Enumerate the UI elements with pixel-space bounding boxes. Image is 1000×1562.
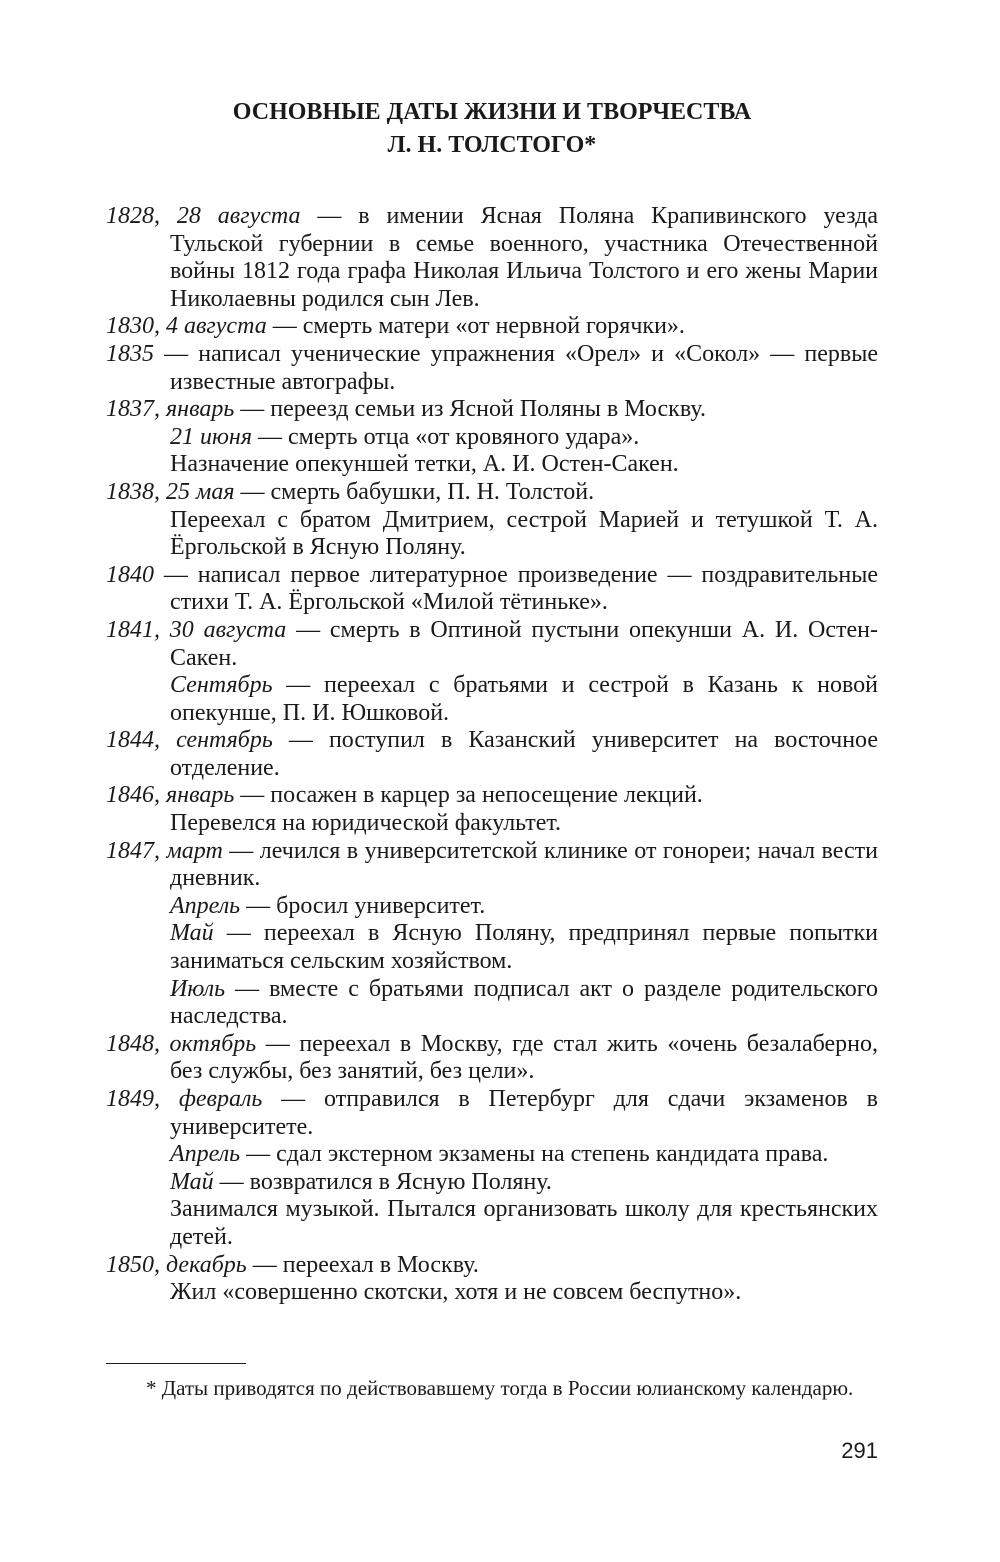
entry-date: Апрель <box>170 892 241 919</box>
entry-text: — переехал в Москву, где стал жить «очень безалаберно, без службы, без занятий, без цели». <box>170 1030 878 1085</box>
title-line-1: ОСНОВНЫЕ ДАТЫ ЖИЗНИ И ТВОРЧЕСТВА <box>232 99 752 125</box>
entry-date: 21 июня <box>170 423 252 450</box>
entry-text: Назначение опекуншей тетки, А. И. Остен-Сакен. <box>170 451 679 478</box>
entry-text: — переехал с братьями и сестрой в Казань к новой опекунше, П. И. Юшковой. <box>170 672 878 726</box>
entry-date: 1849, февраль <box>106 1086 263 1112</box>
chronology-subentry <box>106 507 878 562</box>
entry-text: Занимался музыкой. Пытался организовать школу для крестьянских детей. <box>170 1196 878 1250</box>
entry-text: — написал первое литературное произведение — поздравительные стихи Т. А. Ёргольской «Милой тётиньке». <box>154 561 878 616</box>
entry-date: 1844, сентябрь <box>106 727 273 754</box>
entry-text: — возвратился в Ясную Поляну. <box>213 1168 552 1195</box>
entry-date: Май <box>170 920 214 947</box>
entry-date: 1837, январь <box>106 396 235 423</box>
chronology-subentry <box>106 1141 878 1169</box>
chronology-entry <box>106 203 878 313</box>
chronology-entry <box>106 562 878 617</box>
page-number: 291 <box>841 1438 878 1463</box>
entry-date: 1848, октябрь <box>106 1030 257 1057</box>
entry-text: — лечился в университетской клинике от гонореи; начал вести дневник. <box>170 837 878 892</box>
entry-text: — переехал в Москву. <box>246 1251 479 1278</box>
chronology-subentry <box>106 893 878 921</box>
entry-text: Жил «совершенно скотски, хотя и не совсем беспутно». <box>170 1279 742 1306</box>
entry-text: — переехал в Ясную Поляну, предпринял первые попытки заниматься сельским хозяйством. <box>170 920 878 975</box>
entry-date: 1838, 25 мая <box>106 478 235 505</box>
chronology-subentry <box>106 424 878 452</box>
entry-text: — вместе с братьями подписал акт о разделе родительского наследства. <box>170 975 878 1030</box>
entry-date: 1830, 4 августа <box>106 313 267 340</box>
entry-text: — смерть матери «от нервной горячки». <box>266 313 685 340</box>
title-line-2: Л. Н. ТОЛСТОГО* <box>387 132 597 158</box>
chronology-entry <box>106 838 878 893</box>
entry-text: — отправился в Петербург для сдачи экзаменов в университете. <box>170 1086 878 1140</box>
entry-date: 1841, 30 августа <box>106 616 287 643</box>
entry-date: 1846, январь <box>106 782 235 809</box>
entry-text: — переезд семьи из Ясной Поляны в Москву. <box>234 396 706 423</box>
entry-date: Апрель <box>170 1141 241 1168</box>
chronology-entry <box>106 313 878 341</box>
chronology-subentry <box>106 810 878 838</box>
entry-date: 1850, декабрь <box>106 1251 247 1278</box>
entry-date: 1847, март <box>106 837 223 864</box>
chronology-entry <box>106 1031 878 1086</box>
book-page <box>106 0 878 1562</box>
entry-date: 1840 <box>106 561 154 588</box>
footnote-divider <box>106 1363 246 1364</box>
chronology-entry <box>106 1252 878 1280</box>
chronology-entry <box>106 727 878 782</box>
entry-text: — бросил университет. <box>240 892 486 919</box>
entry-date: Май <box>170 1168 214 1195</box>
chronology-subentry <box>106 1279 878 1307</box>
entry-text: — написал ученические упражнения «Орел» и «Сокол» — первые известные автографы. <box>154 340 878 395</box>
entry-date: 1828, 28 августа <box>106 203 301 229</box>
footnote: * Даты приводятся по действовавшему тогда в России юлианскому календарю. <box>146 1376 854 1400</box>
entry-date: Сентябрь <box>170 672 273 699</box>
chronology-subentry <box>106 1169 878 1197</box>
entry-text: — поступил в Казанский университет на восточное отделение. <box>170 727 878 781</box>
chronology-subentry <box>106 976 878 1031</box>
entry-text: Переехал с братом Дмитрием, сестрой Марией и тетушкой Т. А. Ёргольской в Ясную Поляну. <box>170 506 878 561</box>
entry-date: 1835 <box>106 340 154 367</box>
entry-text: — в имении Ясная Поляна Крапивинского уезда Тульской губернии в семье военного, участника Отечественной войны 1812 года графа Николая Ильича Толстого и его жены Марии Николаевны родился сын Лев. <box>170 203 878 312</box>
chronology-subentry <box>106 451 878 479</box>
chronology-entry <box>106 617 878 672</box>
chronology-entry <box>106 782 878 810</box>
entry-text: — посажен в карцер за непосещение лекций. <box>234 782 703 809</box>
chronology-subentry <box>106 1196 878 1251</box>
entry-text: — смерть в Оптиной пустыни опекунши А. И. Остен-Сакен. <box>170 616 879 671</box>
entry-text: — смерть бабушки, П. Н. Толстой. <box>234 478 595 505</box>
entry-text: — сдал экстерном экзамены на степень кандидата права. <box>240 1141 829 1168</box>
chronology-entry <box>106 341 878 396</box>
entry-text: Перевелся на юридической факультет. <box>170 810 562 837</box>
chronology-entry <box>106 1086 878 1141</box>
entry-date: Июль <box>170 975 226 1002</box>
chronology-entry <box>106 396 878 424</box>
chronology-list <box>106 203 878 1307</box>
chronology-entry <box>106 479 878 507</box>
page-title <box>106 96 878 162</box>
entry-text: — смерть отца «от кровяного удара». <box>251 423 640 450</box>
chronology-subentry <box>106 672 878 727</box>
chronology-subentry <box>106 920 878 975</box>
